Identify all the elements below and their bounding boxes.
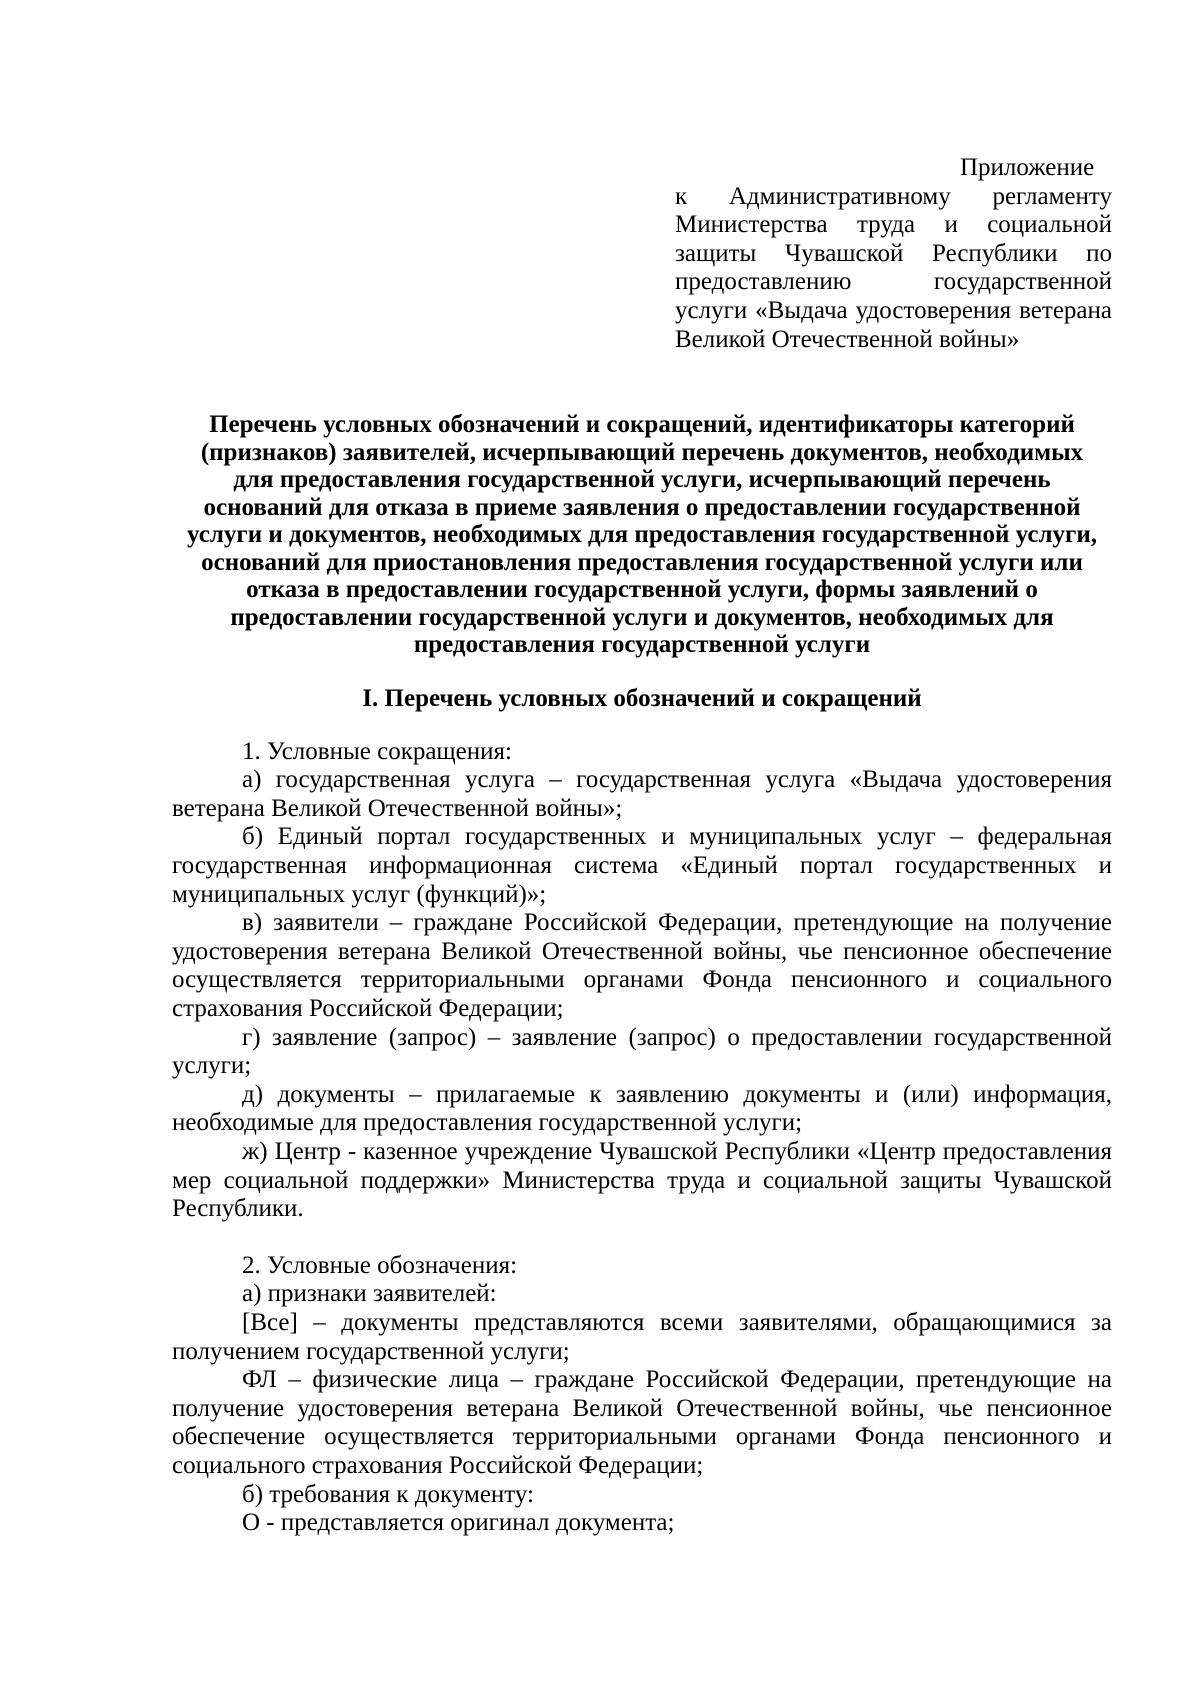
paragraph-item1-a: а) государственная услуга – государственная услуга «Выдача удостоверения ветерана Великой Отечественной войны»; [172,766,1112,822]
paragraph-item1-d: д) документы – прилагаемые к заявлению документы и (или) информация, необходимые для предоставления государственной услуги; [172,1080,1112,1137]
paragraph-item1-zh: ж) Центр - казенное учреждение Чувашской Республики «Центр предоставления мер социальной поддержки» Министерства труда и социальной защиты Чувашской Республики. [172,1137,1112,1223]
paragraph-item1-g: г) заявление (запрос) – заявление (запрос) о предоставлении государственной услуги; [172,1023,1112,1080]
paragraph-item2-label: 2. Условные обозначения: [242,1251,518,1279]
document-title: Перечень условных обозначений и сокращений, идентификаторы категорий (признаков) заявителей, исчерпывающий перечень документов, необходимых для предоставления государственной услуги, исчерпывающий перечень оснований для отказа в приеме заявления о предоставлении государственной услуги и документов, необходимых для предоставления государственной услуги, оснований для приостановления предоставления государственной услуги или отказа в предоставлении государственной услуги, формы заявлений о предоставлении государственной услуги и документов, необходимых для предоставления государственной услуги [187,411,1097,659]
paragraph-item2-b: б) требования к документу: [242,1480,535,1508]
appendix-text: к Административному регламенту Министерства труда и социальной защиты Чувашской Республики по предоставлению государственной услуги «Выдача удостоверения ветерана Великой Отечественной войны» [675,182,1112,353]
paragraph-item2-all: [Все] – документы представляются всеми заявителями, обращающимися за получением государственной услуги; [172,1308,1112,1365]
paragraph-item1-b: б) Единый портал государственных и муниципальных услуг – федеральная государственная информационная система «Единый портал государственных и муниципальных услуг (функций)»; [172,823,1112,908]
document-body [172,738,1112,1538]
section-heading: I. Перечень условных обозначений и сокращений [362,684,922,712]
paragraph-item1-label: 1. Условные сокращения: [242,737,512,765]
paragraph-item2-fl: ФЛ – физические лица – граждане Российской Федерации, претендующие на получение удостоверения ветерана Великой Отечественной войны, чье пенсионное обеспечение осуществляется территориальными органами Фонда пенсионного и социального страхования Российской Федерации; [172,1366,1112,1479]
paragraph-item2-o: О - представляется оригинал документа; [242,1509,675,1537]
paragraph-item1-v: в) заявители – граждане Российской Федерации, претендующие на получение удостоверения ветерана Великой Отечественной войны, чье пенсионное обеспечение осуществляется территориальными органами Фонда пенсионного и социального страхования Российской Федерации; [172,909,1112,1022]
paragraph-item2-a: а) признаки заявителей: [242,1280,497,1308]
appendix-caption: Приложение [960,154,1095,181]
paragraph-spacer [172,1224,1112,1252]
appendix-block [675,154,1112,354]
